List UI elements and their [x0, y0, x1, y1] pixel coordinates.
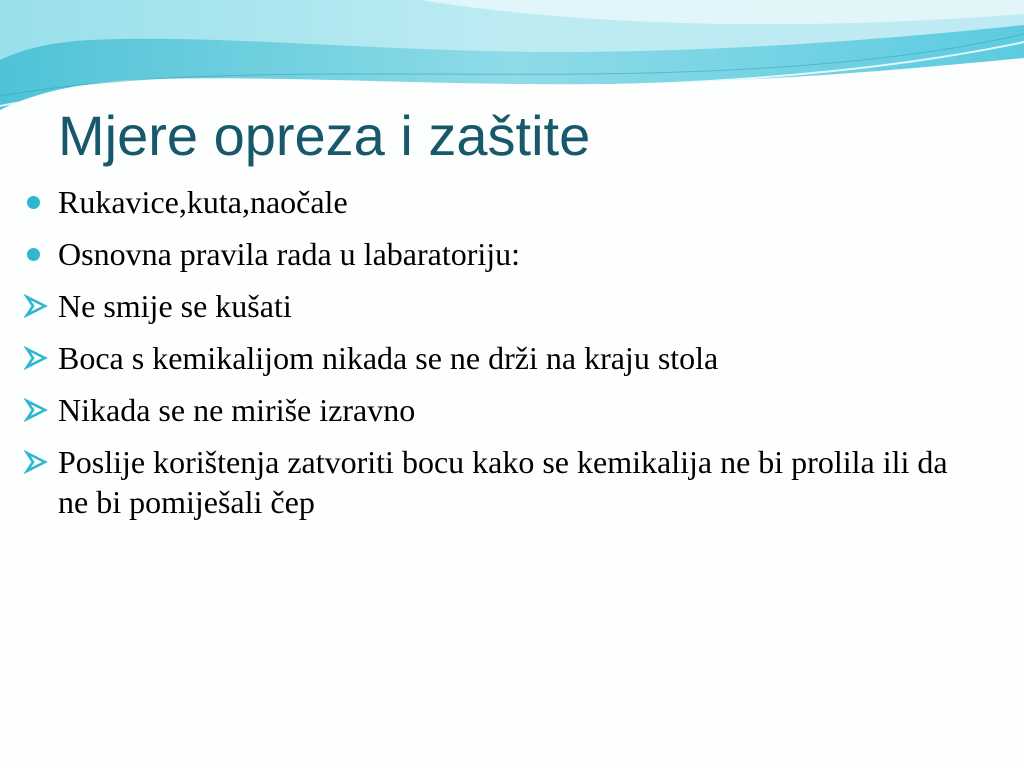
- bullet-text: Boca s kemikalijom nikada se ne drži na kraju stola: [58, 340, 719, 376]
- bullet-text: Poslije korištenja zatvoriti bocu kako se kemikalija ne bi prolila ili da ne bi pomiješali čep: [58, 444, 948, 520]
- bullet-list: [24, 182, 984, 534]
- arrow-bullet-icon: [24, 338, 58, 378]
- bullet-text: Rukavice,kuta,naočale: [58, 184, 348, 220]
- dot-bullet-icon: [24, 182, 58, 222]
- bullet-text: Nikada se ne miriše izravno: [58, 392, 416, 428]
- dot-bullet-icon: [24, 234, 58, 274]
- bullet-item: [24, 390, 984, 430]
- bullet-item: [24, 234, 984, 274]
- bullet-item: [24, 286, 984, 326]
- slide-title: Mjere opreza i zaštite: [58, 104, 591, 167]
- bullet-text: Osnovna pravila rada u labaratoriju:: [58, 236, 521, 272]
- bullet-item: [24, 182, 984, 222]
- arrow-bullet-icon: [24, 442, 58, 482]
- arrow-bullet-icon: [24, 390, 58, 430]
- arrow-bullet-icon: [24, 286, 58, 326]
- bullet-item: [24, 338, 984, 378]
- bullet-text: Ne smije se kušati: [58, 288, 292, 324]
- bullet-item: [24, 442, 984, 522]
